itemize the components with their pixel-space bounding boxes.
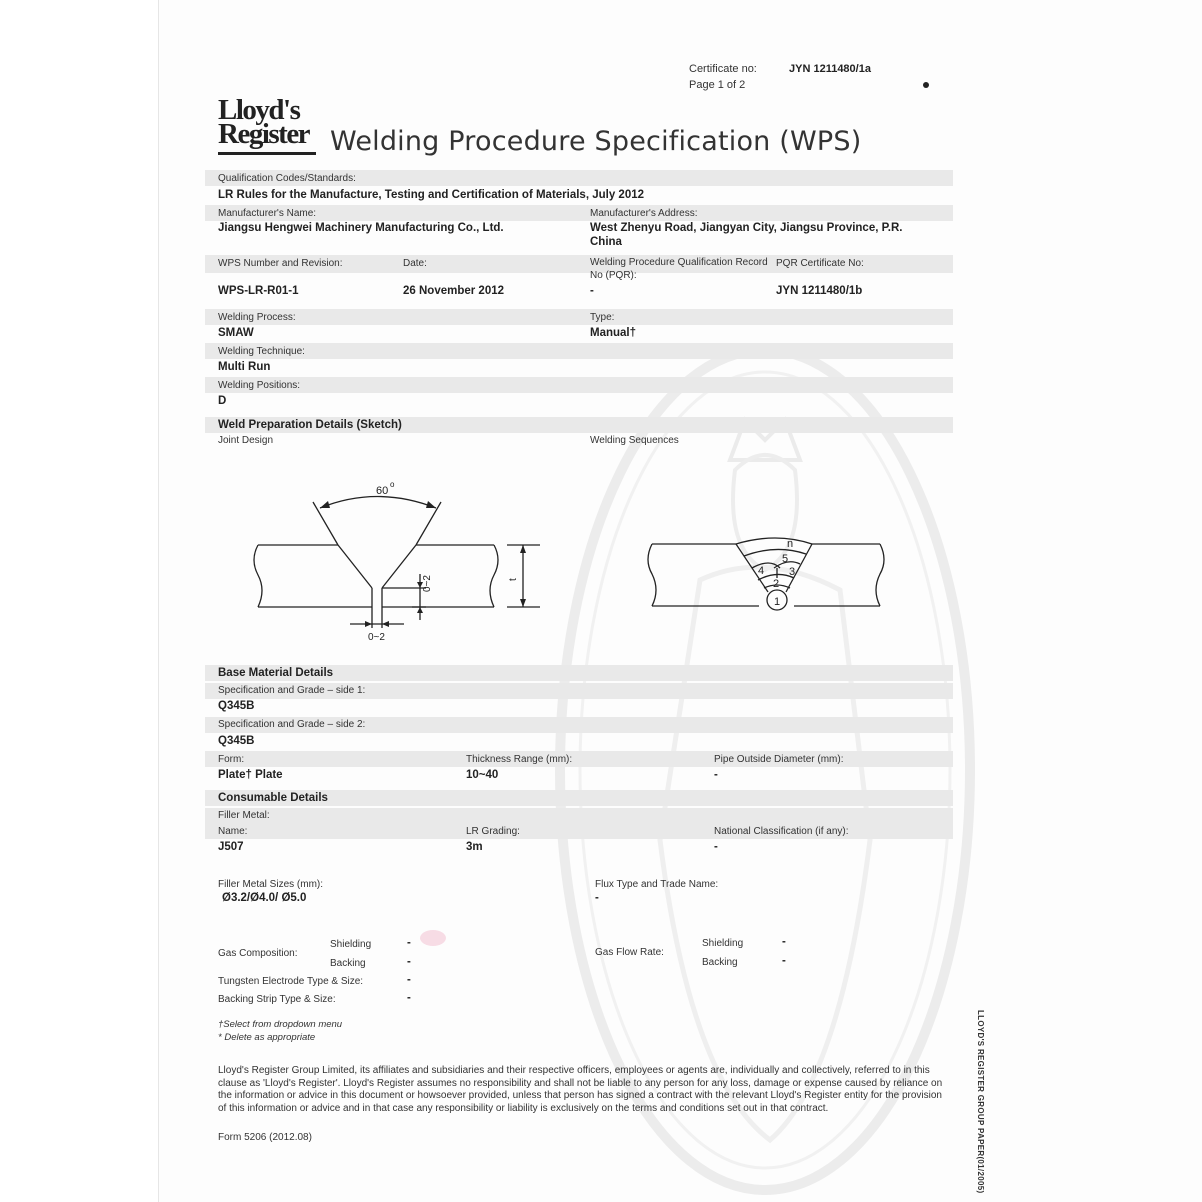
date-value: 26 November 2012 [403, 285, 505, 297]
filler-name: J507 [218, 841, 244, 853]
manufacturer-name-label: Manufacturer's Name: [218, 208, 317, 219]
base-material-heading: Base Material Details [218, 667, 334, 679]
disclaimer-text: Lloyd's Register Group Limited, its affiliates and subsidiaries and their respective officers, employees or agents are, individually and collectively, referred to in this clause as 'Lloyd's Register'. Lloyd's Register assumes no responsibility and shall not be liable to any person for any loss, damage or expense caused by reliance on the information or advice in this document or howsoever provided, unless that person has signed a contract with the relevant Lloyd's Register entity for the provision of this information or advice and in that case any responsibility or liability is exclusively on the terms and conditions set out in that contract. [218, 1065, 943, 1114]
band [205, 309, 953, 325]
gas-backing-label: Backing [330, 958, 366, 969]
gas-composition-label: Gas Composition: [218, 948, 298, 959]
gas-shielding-value: - [407, 937, 411, 949]
lloyds-register-logo: Lloyd's Register [218, 94, 310, 150]
pqr-label-line1: Welding Procedure Qualification Record [590, 257, 768, 268]
root-gap-dimension: 0~2 [368, 632, 385, 643]
wps-number-label: WPS Number and Revision: [218, 258, 343, 269]
gas-backing-value: - [407, 956, 411, 968]
gas-flow-rate-label: Gas Flow Rate: [595, 947, 664, 958]
joint-design-sketch [250, 470, 550, 645]
pqr-value: - [590, 285, 594, 297]
type-label: Type: [590, 312, 615, 323]
filler-name-label: Name: [218, 826, 248, 837]
welding-process-label: Welding Process: [218, 312, 296, 323]
flow-backing-label: Backing [702, 957, 738, 968]
band [205, 808, 953, 824]
welding-sequence-sketch [640, 530, 890, 615]
flux-value: - [595, 892, 599, 904]
lr-grading: 3m [466, 841, 483, 853]
flow-backing-value: - [782, 955, 786, 967]
tungsten-value: - [407, 974, 411, 986]
dropdown-note: †Select from dropdown menu [218, 1019, 343, 1030]
gas-shielding-label: Shielding [330, 939, 372, 950]
welding-positions: D [218, 395, 227, 407]
filler-sizes: Ø3.2/Ø4.0/ Ø5.0 [222, 892, 307, 904]
welding-technique: Multi Run [218, 361, 271, 373]
band [205, 205, 953, 221]
pass-label-n: n [787, 538, 794, 550]
side2-value: Q345B [218, 735, 255, 747]
pipe-diameter: - [714, 769, 718, 781]
pass-label-5: 5 [782, 553, 789, 565]
page-number: Page 1 of 2 [689, 79, 746, 91]
welding-sequences-label: Welding Sequences [590, 435, 679, 446]
welding-process: SMAW [218, 327, 254, 339]
qualification-label: Qualification Codes/Standards: [218, 173, 356, 184]
pass-label-1: 1 [774, 596, 781, 608]
form-value: Plate† Plate [218, 769, 283, 781]
manufacturer-address-line2: China [590, 236, 622, 248]
thickness-range: 10~40 [466, 769, 499, 781]
bevel-angle-unit: o [390, 480, 395, 489]
form-number: Form 5206 (2012.08) [218, 1132, 312, 1143]
joint-design-label: Joint Design [218, 435, 274, 446]
side1-value: Q345B [218, 700, 255, 712]
tungsten-label: Tungsten Electrode Type & Size: [218, 976, 364, 987]
flux-label: Flux Type and Trade Name: [595, 879, 719, 890]
flow-shielding-label: Shielding [702, 938, 744, 949]
pipe-diameter-label: Pipe Outside Diameter (mm): [714, 754, 844, 765]
manufacturer-address-line1: West Zhenyu Road, Jiangyan City, Jiangsu Province, P.R. [590, 222, 903, 234]
stain [420, 930, 446, 946]
national-classification-label: National Classification (if any): [714, 826, 849, 837]
type-value: Manual† [590, 327, 637, 339]
wps-number: WPS-LR-R01-1 [218, 285, 299, 297]
qualification-value: LR Rules for the Manufacture, Testing and Certification of Materials, July 2012 [218, 189, 645, 201]
thickness-range-label: Thickness Range (mm): [466, 754, 573, 765]
pass-label-3: 3 [789, 566, 796, 578]
root-face-dimension: 0~2 [422, 575, 433, 592]
form-label: Form: [218, 754, 245, 765]
thickness-symbol: t [508, 578, 519, 581]
pqr-label-line2: No (PQR): [590, 270, 637, 281]
welding-positions-label: Welding Positions: [218, 380, 301, 391]
side1-label: Specification and Grade – side 1: [218, 685, 366, 696]
side2-label: Specification and Grade – side 2: [218, 719, 366, 730]
welding-technique-label: Welding Technique: [218, 346, 305, 357]
backing-strip-value: - [407, 992, 411, 1004]
manufacturer-name: Jiangsu Hengwei Machinery Manufacturing Co., Ltd. [218, 222, 504, 234]
lr-grading-label: LR Grading: [466, 826, 520, 837]
pass-label-4: 4 [758, 565, 765, 577]
certificate-label: Certificate no: [689, 63, 757, 75]
delete-note: * Delete as appropriate [218, 1032, 316, 1043]
band [205, 343, 953, 359]
date-label: Date: [403, 258, 427, 269]
filler-sizes-label: Filler Metal Sizes (mm): [218, 879, 324, 890]
bevel-angle: 60 [376, 485, 389, 497]
certificate-number: JYN 1211480/1a [789, 63, 871, 75]
pqr-certificate-number: JYN 1211480/1b [776, 285, 863, 297]
filler-metal-label: Filler Metal: [218, 810, 270, 821]
ink-dot [923, 82, 929, 88]
consumable-heading: Consumable Details [218, 792, 328, 804]
weld-prep-heading: Weld Preparation Details (Sketch) [218, 419, 402, 431]
backing-strip-label: Backing Strip Type & Size: [218, 994, 336, 1005]
flow-shielding-value: - [782, 936, 786, 948]
page-title: Welding Procedure Specification (WPS) [330, 126, 862, 157]
side-paper-text: LLOYD'S REGISTER GROUP PAPER(01/2005) [976, 1010, 985, 1194]
band [205, 377, 953, 393]
pqr-certificate-label: PQR Certificate No: [776, 258, 864, 269]
logo-underline [218, 152, 316, 155]
pass-label-2: 2 [773, 578, 780, 590]
manufacturer-address-label: Manufacturer's Address: [590, 208, 698, 219]
national-classification: - [714, 841, 718, 853]
